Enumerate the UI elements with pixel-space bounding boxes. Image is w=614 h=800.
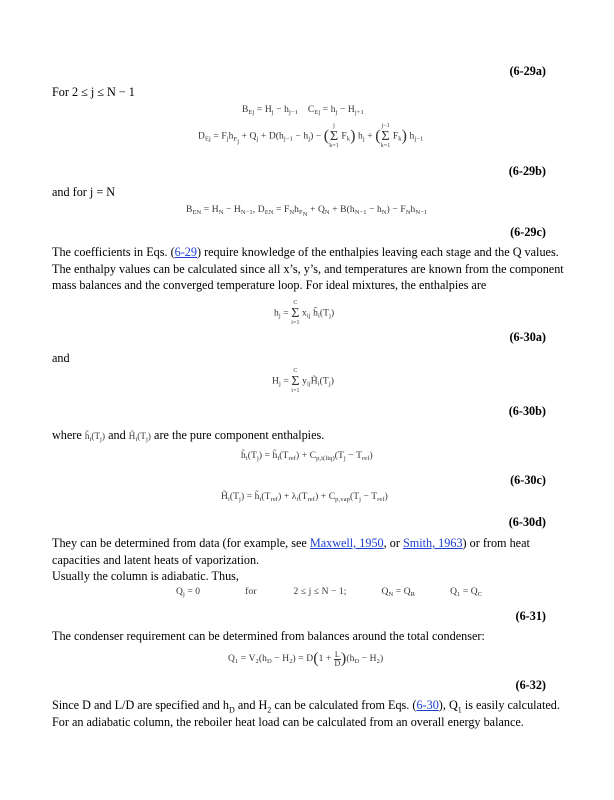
data-text-start: They can be determined from data (for example, see — [52, 536, 310, 550]
equation-pure-liquid-enthalpy: $h̃_i(T_j)$ = $h̃_i(T_{ref}) + C_{p,i(liq)}(T_j - T_{ref})$ — [241, 451, 373, 462]
reboiler-text: For an adiabatic column, the reboiler heat load can be calculated from an overall energy balance. — [52, 715, 524, 729]
eq31-range: 2 ≤ j ≤ N − 1; — [293, 587, 347, 597]
equation-number-6-29a: (6-29a) — [509, 64, 546, 78]
data-source-paragraph — [52, 535, 572, 568]
since-sub-1: 1 — [457, 705, 462, 715]
equation-liquid-enthalpy: $h_j = C$ Σ i=1 $x_{ij}$ $h̃_i(T_j)$ — [274, 300, 335, 326]
eq31-qn: $Q_N = Q_R$ — [381, 587, 416, 598]
equation-number-6-29b: (6-29b) — [508, 164, 546, 178]
maxwell-1950-link[interactable]: Maxwell, 1950 — [309, 536, 384, 550]
since-text-mid2: can be calculated from Eqs. ( — [271, 698, 417, 712]
vapor-pure-enthalpy-symbol: $H̃_i(T_j)$ — [128, 431, 151, 443]
coefficients-text-end: ) require knowledge of the enthalpies leaving each stage and the Q values. The enthalpy values can be calculated since all x’s, y’s, and temperatures are known from the component mass balances and the converged temperature loop. For ideal mixtures, the enthalpies are — [52, 245, 564, 292]
where-line — [52, 427, 324, 448]
equation-number-6-30c: (6-30c) — [510, 473, 546, 487]
eq31-qj: $Q_j = 0$ — [176, 587, 201, 598]
eq-6-29-link[interactable]: 6-29 — [174, 245, 197, 259]
equation-condenser-duty: $Q_1 = V_2(h_D - H_2) = D(1$ + $\frac{L}{D})(h_D - H_2)$ — [228, 649, 384, 668]
coefficients-text-start: The coefficients in Eqs. ( — [52, 245, 175, 259]
equation-number-6-30d: (6-30d) — [508, 515, 546, 529]
condition-range-text: For 2 ≤ j ≤ N − 1 — [52, 85, 135, 99]
condenser-text: The condenser requirement can be determined from balances around the total condenser: — [52, 629, 485, 643]
since-text-end: is easily calculated. — [461, 698, 560, 712]
liquid-pure-enthalpy-symbol: $h̃_i(T_j)$ — [84, 431, 106, 443]
eq31-for: for — [245, 587, 257, 597]
equation-b-c-coefficients: $B_{Ej} = H_j - h_{j-1}$ $C_{Ej} = h_j - H_{j+1}$ — [242, 105, 364, 116]
pure-component-text: are the pure component enthalpies. — [154, 428, 325, 442]
coefficients-paragraph — [52, 244, 572, 294]
equation-pure-vapor-enthalpy: $H̃_i(T_j)$ = $h̃_i(T_{ref}) + \lambda_i(T_{ref}) + C_{p,vap}(T_j - T_{ref})$ — [221, 492, 388, 503]
equation-number-6-32: (6-32) — [515, 678, 546, 692]
since-text-start: Since D and L/D are specified and h — [52, 698, 229, 712]
eq31-q1: $Q_1 = Q_C$ — [450, 587, 483, 598]
eq-6-30-link[interactable]: 6-30 — [416, 698, 439, 712]
equation-number-6-29c: (6-29c) — [510, 225, 546, 239]
equation-d-coefficient: $D_{Ej} = F_jh_{F_j} + Q_j + D(h_{j-1} - h_j) - (j$ Σ k=1 $F_k$) $h_j + (j-1$ Σ k=1 $F_k$) $h_{j-1}$ — [198, 123, 424, 149]
equation-vapor-enthalpy: $H_j = C$ Σ i=1 $y_{ij}H̃_i(T_j)$ — [272, 368, 335, 394]
since-text-mid3: ), Q — [438, 698, 458, 712]
data-text-mid: , or — [383, 536, 403, 550]
equation-number-6-30a: (6-30a) — [509, 330, 546, 344]
equation-heat-duties — [176, 587, 576, 598]
condition-j-equals-n-text: and for j = N — [52, 185, 116, 199]
since-text-mid: and H — [234, 698, 268, 712]
adiabatic-text: Usually the column is adiabatic. Thus, — [52, 569, 239, 583]
equation-number-6-30b: (6-30b) — [508, 404, 546, 418]
since-sub-2: 2 — [267, 705, 272, 715]
where-text: where — [52, 428, 82, 442]
equation-number-6-31: (6-31) — [515, 609, 546, 623]
data-text-end: ) or from heat capacities and latent heats of vaporization. — [52, 536, 530, 567]
where-and-text: and — [108, 428, 126, 442]
since-sub-d: D — [229, 705, 235, 715]
and-connector-text: and — [52, 351, 70, 365]
equation-last-stage-coefficients: $B_{EN} = H_N - H_{N-1}$, $D_{EN} = F_Nh_{F_N} + Q_N + B(h_{N-1} - h_N) - F_Nh_{N-1}$ — [186, 205, 428, 218]
smith-1963-link[interactable]: Smith, 1963 — [402, 536, 463, 550]
